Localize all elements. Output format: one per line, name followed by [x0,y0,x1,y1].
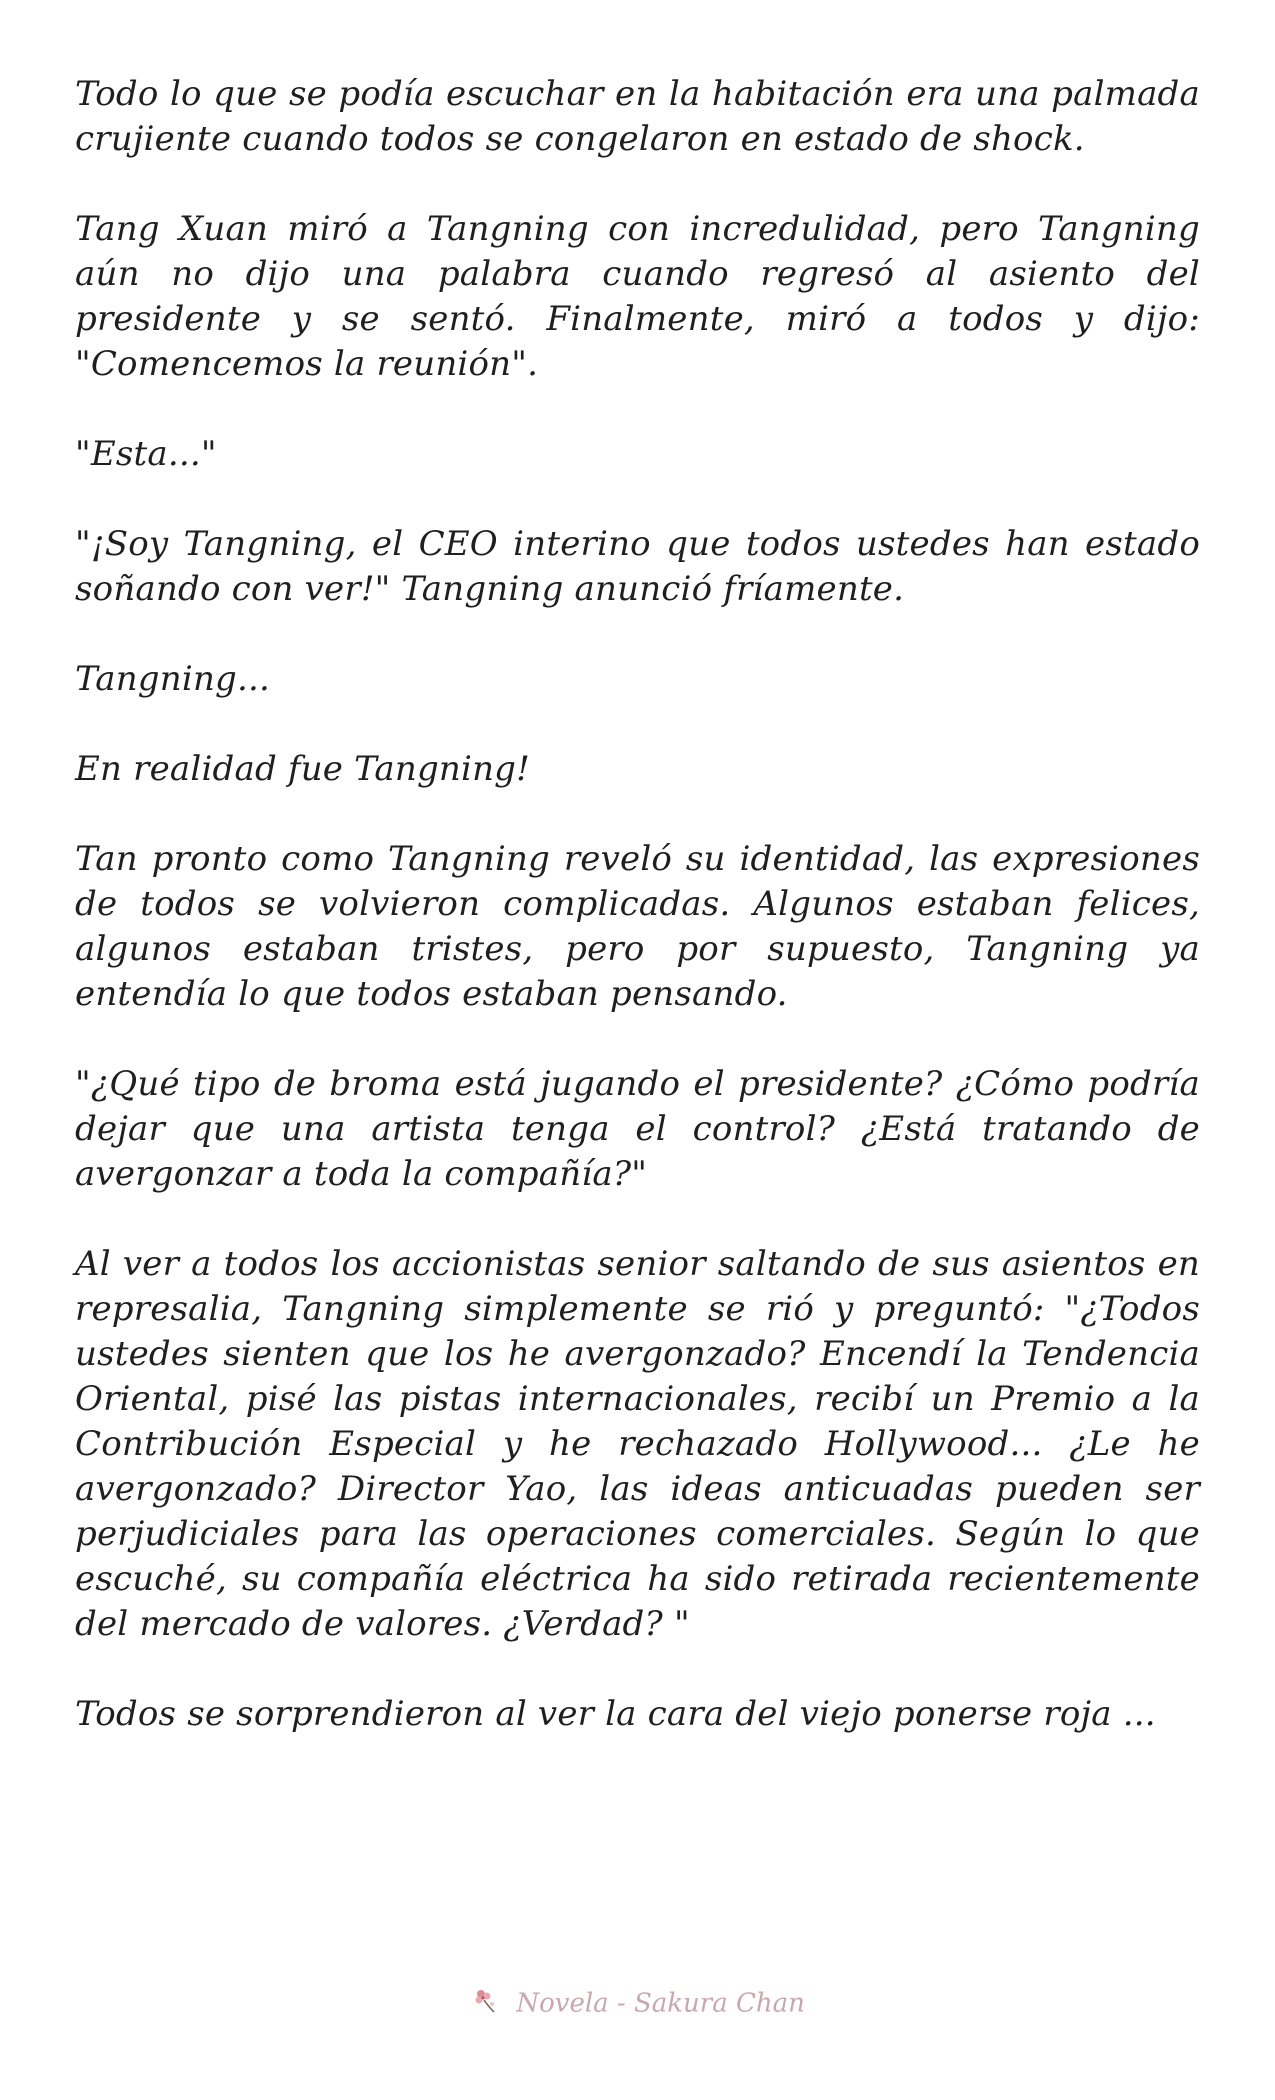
paragraph: En realidad fue Tangning! [75,749,531,789]
watermark-footer [0,1986,1275,2023]
sakura-flower-icon [470,1986,500,2023]
paragraph: Tang Xuan miró a Tangning con incredulidad, pero Tangning aún no dijo una palabra cuando regresó al asiento del presidente y se sentó. Finalmente, miró a todos y dijo: "Comencemos la reunión". [75,209,1200,384]
paragraph: Todos se sorprendieron al ver la cara del viejo ponerse roja ... [75,1694,1156,1734]
paragraph: Todo lo que se podía escuchar en la habitación era una palmada crujiente cuando todos se congelaron en estado de shock. [75,74,1200,159]
watermark-text: Novela - Sakura Chan [516,1988,805,2019]
paragraph: Tan pronto como Tangning reveló su identidad, las expresiones de todos se volvieron complicadas. Algunos estaban felices, algunos estaban tristes, pero por supuesto, Tangning ya entendía lo que todos estaban pensando. [75,839,1200,1014]
paragraph: Al ver a todos los accionistas senior saltando de sus asientos en represalia, Tangning simplemente se rió y preguntó: "¿Todos ustedes sienten que los he avergonzado? Encendí la Tendencia Oriental, pisé las pistas internacionales, recibí un Premio a la Contribución Especial y he rechazado Hollywood... ¿Le he avergonzado? Director Yao, las ideas anticuadas pueden ser perjudiciales para las operaciones comerciales. Según lo que escuché, su compañía eléctrica ha sido retirada recientemente del mercado de valores. ¿Verdad? " [75,1244,1200,1644]
paragraph: "¿Qué tipo de broma está jugando el presidente? ¿Cómo podría dejar que una artista tenga el control? ¿Está tratando de avergonzar a toda la compañía?" [75,1064,1200,1194]
paragraph: "Esta..." [75,434,217,474]
paragraph: "¡Soy Tangning, el CEO interino que todos ustedes han estado soñando con ver!" Tangning anunció fríamente. [75,524,1200,609]
paragraph: Tangning... [75,659,271,699]
document-body [75,72,1200,1782]
